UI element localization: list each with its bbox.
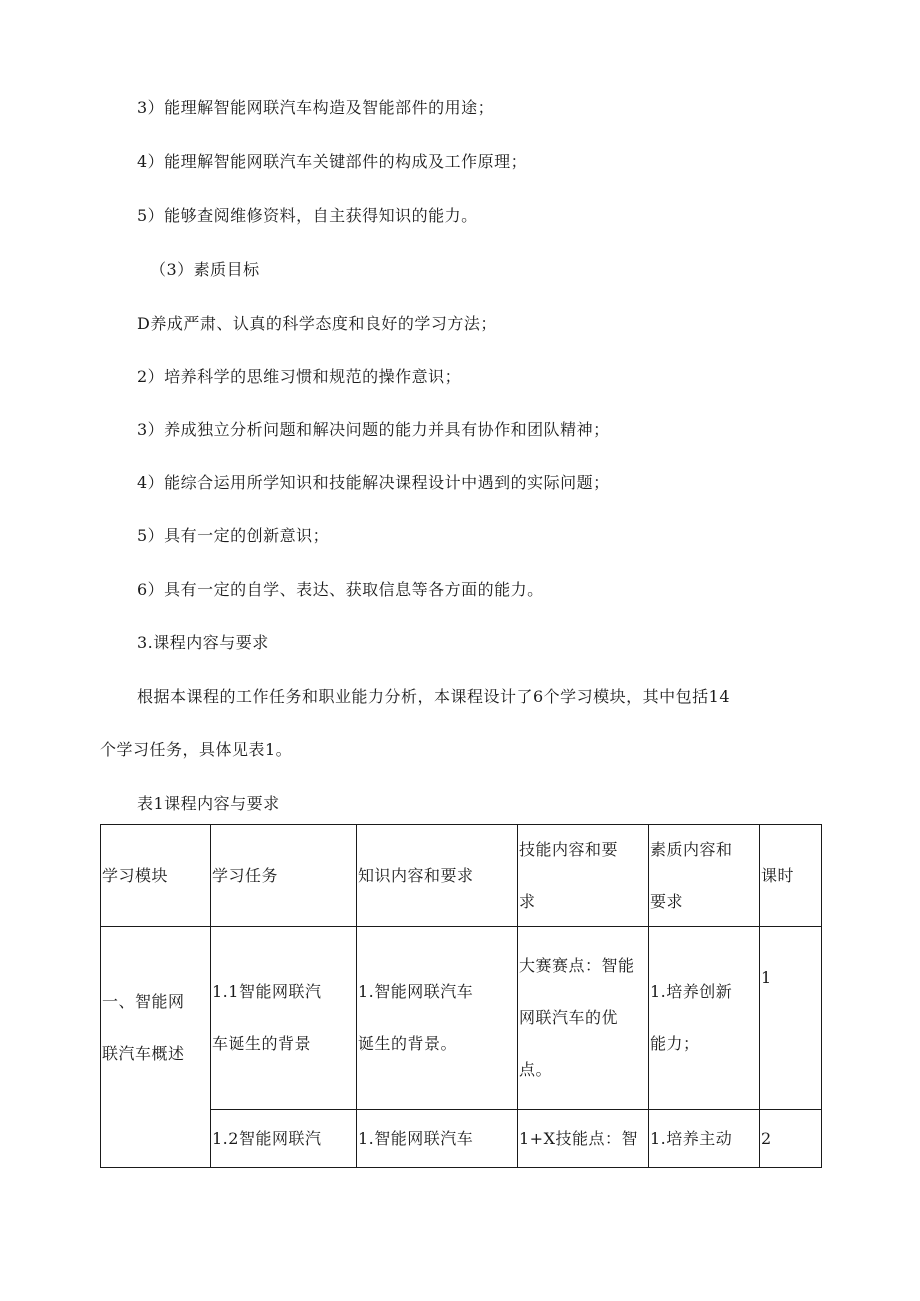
- intro-line-1: 根据本课程的工作任务和职业能力分析，本课程设计了6个学习模块，其中包括14: [137, 687, 731, 706]
- course-table: [100, 824, 822, 1168]
- table-row: [101, 927, 822, 1110]
- header-module: 学习模块: [101, 825, 211, 927]
- quality-heading: （3）素质目标: [150, 260, 260, 279]
- paragraph-q5: 5）具有一定的创新意识；: [137, 526, 330, 545]
- task-cell: 1.2智能网联汽: [211, 1110, 357, 1168]
- module-cell: 一、智能网 联汽车概述: [101, 927, 211, 1168]
- paragraph-p3: 3）能理解智能网联汽车构造及智能部件的用途；: [137, 98, 495, 117]
- paragraph-q2: 2）培养科学的思维习惯和规范的操作意识；: [137, 367, 462, 386]
- paragraph-q3: 3）养成独立分析问题和解决问题的能力并具有协作和团队精神；: [137, 420, 610, 439]
- task-cell: 1.1智能网联汽 车诞生的背景: [211, 927, 357, 1110]
- paragraph-p4: 4）能理解智能网联汽车关键部件的构成及工作原理；: [137, 152, 528, 171]
- intro-line-2: 个学习任务，具体见表1。: [100, 740, 293, 759]
- header-quality: 素质内容和 要求: [649, 825, 760, 927]
- paragraph-q1: D养成严肃、认真的科学态度和良好的学习方法；: [137, 314, 497, 333]
- knowledge-cell: 1.智能网联汽车 诞生的背景。: [357, 927, 518, 1110]
- table-header-row: [101, 825, 822, 927]
- paragraph-p5: 5）能够查阅维修资料，自主获得知识的能力。: [137, 206, 478, 225]
- header-hours: 课时: [760, 825, 822, 927]
- hours-cell: 2: [760, 1110, 822, 1168]
- paragraph-q4: 4）能综合运用所学知识和技能解决课程设计中遇到的实际问题；: [137, 473, 610, 492]
- table-caption: 表1课程内容与要求: [137, 794, 280, 813]
- knowledge-cell: 1.智能网联汽车: [357, 1110, 518, 1168]
- skill-cell: 1+X技能点：智: [518, 1110, 649, 1168]
- quality-cell: 1.培养创新 能力；: [649, 927, 760, 1110]
- hours-cell: 1: [760, 927, 822, 1110]
- quality-cell: 1.培养主动: [649, 1110, 760, 1168]
- header-skill: 技能内容和要 求: [518, 825, 649, 927]
- header-task: 学习任务: [211, 825, 357, 927]
- skill-cell: 大赛赛点：智能 网联汽车的优 点。: [518, 927, 649, 1110]
- header-knowledge: 知识内容和要求: [357, 825, 518, 927]
- section-heading: 3.课程内容与要求: [137, 633, 269, 652]
- paragraph-q6: 6）具有一定的自学、表达、获取信息等各方面的能力。: [137, 580, 544, 599]
